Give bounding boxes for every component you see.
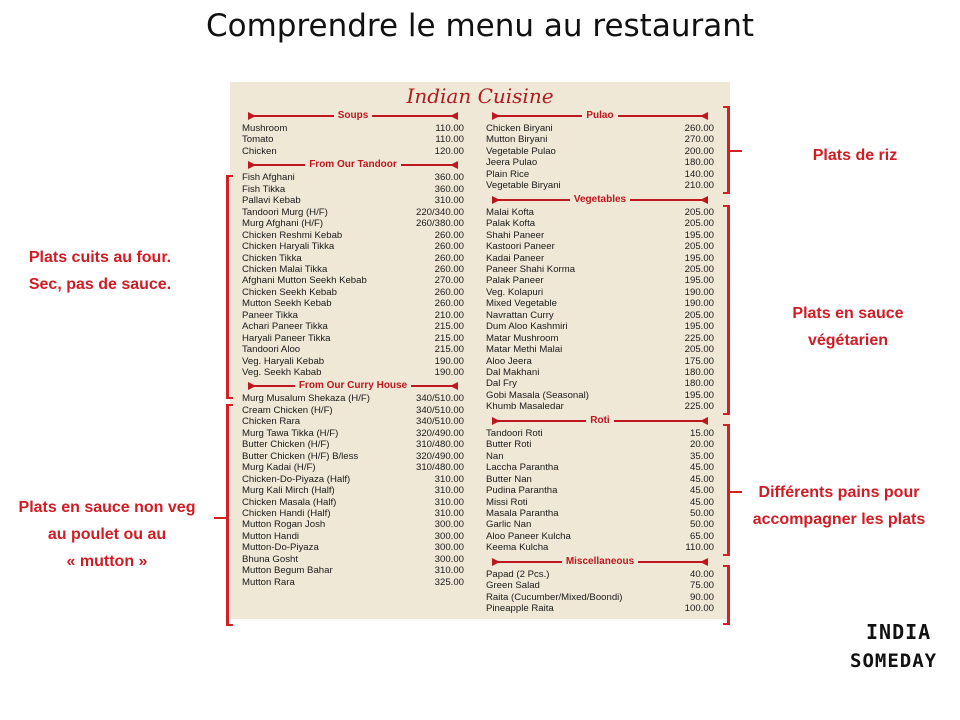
menu-item-price: 340/510.00 (415, 393, 464, 405)
menu-item-price: 205.00 (684, 309, 714, 321)
menu-item (242, 298, 464, 310)
menu-item (486, 485, 714, 497)
menu-item-price: 225.00 (684, 401, 714, 413)
menu-item-name: Chicken Tikka (242, 252, 302, 264)
menu-item-name: Kastoori Paneer (486, 241, 555, 253)
menu-item-name: Bhuna Gosht (242, 553, 299, 565)
menu-item-name: Paneer Shahi Korma (486, 263, 576, 275)
menu-item (486, 344, 714, 356)
menu-item-price: 270.00 (434, 275, 464, 287)
menu-item-price: 310.00 (434, 473, 464, 485)
menu-item-name: Aloo Jeera (486, 355, 532, 367)
menu-item-name: Haryali Paneer Tikka (242, 332, 331, 344)
menu-item-price: 325.00 (434, 576, 464, 588)
menu-item-name: Mutton-Do-Piyaza (242, 542, 319, 554)
menu-item-price: 260.00 (434, 229, 464, 241)
menu-item (486, 508, 714, 520)
menu-item-price: 100.00 (684, 603, 714, 615)
menu-item (242, 508, 464, 520)
menu-item (486, 146, 714, 158)
menu-item-price: 45.00 (689, 473, 714, 485)
menu-item (242, 218, 464, 230)
menu-item (486, 542, 714, 554)
menu-item (242, 184, 464, 196)
menu-item (242, 310, 464, 322)
menu-item-price: 260/380.00 (415, 218, 464, 230)
menu-item-name: Paneer Tikka (242, 309, 298, 321)
menu-item-price: 310/480.00 (415, 439, 464, 451)
menu-item-name: Mutton Rogan Josh (242, 519, 326, 531)
menu-item-price: 270.00 (684, 134, 714, 146)
menu-item-name: Dal Fry (486, 378, 517, 390)
menu-item-price: 205.00 (684, 206, 714, 218)
menu-item (486, 287, 714, 299)
menu-item-price: 50.00 (689, 519, 714, 531)
menu-item (242, 577, 464, 589)
menu-item-name: Chicken Biryani (486, 123, 553, 134)
menu-item-price: 190.00 (684, 298, 714, 310)
menu-item-name: Chicken Malai Tikka (242, 263, 328, 275)
menu-item-price: 260.00 (434, 298, 464, 310)
menu-item (242, 393, 464, 405)
menu-item (242, 405, 464, 417)
menu-item-price: 15.00 (689, 427, 714, 439)
menu-item (242, 356, 464, 368)
menu-item-price: 195.00 (684, 321, 714, 333)
menu-item (242, 565, 464, 577)
menu-item-name: Tandoori Aloo (242, 344, 301, 356)
menu-item (486, 241, 714, 253)
menu-item-price: 310.00 (434, 485, 464, 497)
menu-item (242, 474, 464, 486)
menu-item-price: 35.00 (689, 450, 714, 462)
menu-item (242, 439, 464, 451)
menu-item-price: 20.00 (689, 439, 714, 451)
menu-item-price: 195.00 (684, 229, 714, 241)
menu-title: Indian Cuisine (406, 84, 554, 108)
section-header-roti: Roti (486, 415, 714, 427)
menu-item-name: Malai Kofta (486, 206, 534, 218)
menu-item-price: 300.00 (434, 542, 464, 554)
menu-item-price: 110.00 (435, 123, 464, 134)
menu-item-price: 340/510.00 (415, 416, 464, 428)
menu-item-price: 210.00 (684, 180, 714, 192)
menu-item (242, 542, 464, 554)
menu-item-name: Fish Tikka (242, 183, 286, 195)
menu-item (486, 592, 714, 604)
slide-title: Comprendre le menu au restaurant (205, 8, 755, 44)
menu-item (486, 298, 714, 310)
section-header-pulao: Pulao (486, 110, 714, 122)
menu-item-price: 320/490.00 (415, 427, 464, 439)
menu-item-name: Keema Kulcha (486, 542, 549, 554)
section-header-from-our-tandoor: From Our Tandoor (242, 159, 464, 171)
menu-item-name: Veg. Kolapuri (486, 286, 544, 298)
menu-item (242, 241, 464, 253)
menu-item-name: Gobi Masala (Seasonal) (486, 389, 589, 401)
menu-item (486, 367, 714, 379)
menu-item-name: Mutton Rara (242, 576, 295, 588)
menu-item-price: 210.00 (434, 309, 464, 321)
menu-item-price: 205.00 (684, 263, 714, 275)
menu-item (242, 367, 464, 379)
tick-rice (730, 150, 742, 152)
menu-item-name: Chicken Seekh Kebab (242, 286, 337, 298)
menu-item (486, 462, 714, 474)
menu-item-name: Murg Musalum Shekaza (H/F) (242, 393, 370, 405)
menu-item-price: 300.00 (434, 530, 464, 542)
menu-item-price: 260.00 (434, 252, 464, 264)
menu-item-name: Mixed Vegetable (486, 298, 557, 310)
menu-item-name: Chicken Reshmi Kebab (242, 229, 343, 241)
menu-item-price: 310.00 (434, 507, 464, 519)
menu-item (486, 123, 714, 135)
menu-item-name: Laccha Parantha (486, 462, 559, 474)
menu-item (486, 569, 714, 581)
tick-curry (214, 517, 226, 519)
menu-item-name: Missi Roti (486, 496, 528, 508)
menu-item (486, 230, 714, 242)
menu-item-name: Murg Tawa Tikka (H/F) (242, 427, 339, 439)
menu-item (486, 169, 714, 181)
menu-item-name: Kadai Paneer (486, 252, 545, 264)
annotation-breads: Différents pains pour accompagner les plats (752, 484, 926, 528)
menu-item-name: Tandoori Roti (486, 427, 543, 439)
menu-item-price: 195.00 (684, 275, 714, 287)
menu-item (242, 485, 464, 497)
menu-item-name: Green Salad (486, 580, 540, 592)
menu-item (486, 439, 714, 451)
menu-item-name: Chicken Haryali Tikka (242, 241, 335, 253)
menu-item (486, 218, 714, 230)
menu-item (242, 531, 464, 543)
section-header-vegetables: Vegetables (486, 194, 714, 206)
menu-item-name: Dum Aloo Kashmiri (486, 321, 568, 333)
menu-item (486, 310, 714, 322)
menu-item (486, 157, 714, 169)
menu-item-name: Raita (Cucumber/Mixed/Boondi) (486, 591, 623, 603)
menu-item (486, 497, 714, 509)
annotation-veg: Plats en sauce végétarien (792, 305, 904, 349)
menu-item-price: 360.00 (434, 172, 464, 184)
menu-item (242, 253, 464, 265)
menu-item (242, 462, 464, 474)
menu-item-name: Dal Makhani (486, 367, 540, 378)
menu-item (242, 497, 464, 509)
menu-card (230, 82, 730, 619)
menu-item-name: Tandoori Murg (H/F) (242, 206, 328, 218)
menu-item-name: Butter Chicken (H/F) (242, 439, 330, 451)
india-someday-logo: INDIA SOMEDAY (850, 620, 938, 672)
menu-item (242, 195, 464, 207)
menu-item (486, 519, 714, 531)
menu-item-name: Garlic Nan (486, 519, 532, 531)
menu-item-name: Mutton Begum Bahar (242, 565, 333, 577)
menu-item (486, 134, 714, 146)
menu-item-name: Veg. Haryali Kebab (242, 355, 325, 367)
menu-item (242, 333, 464, 345)
menu-item-price: 340/510.00 (415, 404, 464, 416)
menu-item-price: 215.00 (434, 321, 464, 333)
menu-item-name: Cream Chicken (H/F) (242, 404, 333, 416)
menu-item-name: Matar Mushroom (486, 332, 559, 344)
bracket-tandoor (226, 175, 229, 399)
bracket-veg (727, 205, 730, 415)
annotation-rice: Plats de riz (812, 147, 898, 164)
menu-item-price: 180.00 (684, 367, 714, 378)
menu-item-price: 360.00 (434, 183, 464, 195)
menu-item-price: 190.00 (434, 355, 464, 367)
menu-item-price: 300.00 (434, 519, 464, 531)
menu-item-price: 190.00 (684, 286, 714, 298)
menu-item-name: Papad (2 Pcs.) (486, 568, 550, 580)
menu-item-price: 180.00 (684, 157, 714, 169)
menu-item (486, 180, 714, 192)
menu-item-name: Veg. Seekh Kabab (242, 367, 322, 378)
menu-item-price: 65.00 (689, 530, 714, 542)
menu-item-price: 110.00 (685, 542, 714, 554)
menu-item-price: 205.00 (684, 344, 714, 356)
menu-item-price: 320/490.00 (415, 450, 464, 462)
menu-item-price: 310/480.00 (415, 462, 464, 474)
menu-item (486, 603, 714, 615)
menu-item-name: Vegetable Biryani (486, 180, 561, 192)
menu-item-name: Pineapple Raita (486, 603, 554, 615)
menu-item-name: Nan (486, 450, 504, 462)
menu-item-price: 50.00 (689, 507, 714, 519)
menu-item (486, 264, 714, 276)
menu-item-price: 40.00 (689, 568, 714, 580)
menu-item-name: Navrattan Curry (486, 309, 554, 321)
menu-item-name: Butter Nan (486, 473, 532, 485)
menu-item (242, 428, 464, 440)
menu-item-name: Mutton Handi (242, 530, 300, 542)
menu-item-price: 205.00 (684, 241, 714, 253)
menu-item (242, 344, 464, 356)
section-header-miscellaneous: Miscellaneous (486, 556, 714, 568)
menu-item (486, 275, 714, 287)
menu-item-name: Tomato (242, 134, 274, 146)
menu-item (242, 134, 464, 146)
menu-item (242, 519, 464, 531)
section-header-from-our-curry-house: From Our Curry House (242, 380, 464, 392)
menu-item (486, 356, 714, 368)
menu-item-name: Pallavi Kebab (242, 195, 301, 207)
menu-item-price: 200.00 (684, 145, 714, 157)
menu-item-price: 205.00 (684, 218, 714, 230)
annotation-tandoor: Plats cuits au four. Sec, pas de sauce. (28, 249, 172, 293)
menu-item-name: Afghani Mutton Seekh Kebab (242, 275, 367, 287)
menu-item (486, 378, 714, 390)
menu-item-price: 195.00 (684, 252, 714, 264)
menu-item-price: 195.00 (684, 389, 714, 401)
menu-item-name: Shahi Paneer (486, 229, 545, 241)
menu-item-name: Chicken-Do-Piyaza (Half) (242, 473, 351, 485)
menu-item-price: 45.00 (689, 496, 714, 508)
menu-item-price: 75.00 (689, 580, 714, 592)
menu-item (242, 172, 464, 184)
menu-item-name: Butter Roti (486, 439, 532, 451)
menu-item-price: 90.00 (689, 591, 714, 603)
menu-item-price: 175.00 (684, 355, 714, 367)
menu-item (486, 428, 714, 440)
menu-item-price: 140.00 (684, 168, 714, 180)
menu-item (242, 275, 464, 287)
menu-item-price: 260.00 (434, 241, 464, 253)
menu-item-name: Chicken Handi (Half) (242, 507, 331, 519)
menu-item-name: Murg Kadai (H/F) (242, 462, 316, 474)
menu-item-price: 260.00 (434, 263, 464, 275)
annotation-curry: Plats en sauce non veg au poulet ou au « mutton » (18, 499, 196, 570)
menu-item-name: Achari Paneer Tikka (242, 321, 328, 333)
menu-item (242, 416, 464, 428)
menu-item (486, 451, 714, 463)
menu-item-name: Mutton Biryani (486, 134, 548, 146)
menu-item-price: 310.00 (434, 195, 464, 207)
menu-item-price: 260.00 (684, 123, 714, 134)
menu-item-name: Chicken Masala (Half) (242, 496, 337, 508)
menu-item-price: 45.00 (689, 485, 714, 497)
menu-item-price: 215.00 (434, 332, 464, 344)
menu-item (242, 207, 464, 219)
menu-item (486, 321, 714, 333)
menu-item-price: 310.00 (434, 565, 464, 577)
menu-item (486, 253, 714, 265)
menu-item-price: 310.00 (434, 496, 464, 508)
menu-item-name: Masala Parantha (486, 507, 559, 519)
menu-item (486, 580, 714, 592)
menu-item-name: Jeera Pulao (486, 157, 538, 169)
menu-item (486, 531, 714, 543)
menu-item-name: Fish Afghani (242, 172, 295, 184)
menu-item-price: 110.00 (435, 134, 464, 146)
menu-item (242, 554, 464, 566)
menu-item-price: 220/340.00 (415, 206, 464, 218)
menu-item-name: Murg Kali Mirch (Half) (242, 485, 335, 497)
menu-item-price: 190.00 (434, 367, 464, 378)
bracket-curry (226, 404, 229, 626)
menu-item-price: 225.00 (684, 332, 714, 344)
menu-item (486, 333, 714, 345)
menu-item-price: 120.00 (434, 145, 464, 157)
menu-item-price: 260.00 (434, 286, 464, 298)
menu-item-name: Khumb Masaledar (486, 401, 564, 413)
menu-item-name: Pudina Parantha (486, 485, 558, 497)
menu-item-name: Plain Rice (486, 168, 530, 180)
menu-item (242, 264, 464, 276)
menu-item-name: Palak Paneer (486, 275, 544, 287)
menu-item (242, 123, 464, 135)
menu-item (242, 451, 464, 463)
menu-item-name: Vegetable Pulao (486, 145, 556, 157)
menu-item (242, 230, 464, 242)
menu-item-name: Murg Afghani (H/F) (242, 218, 324, 230)
menu-item-name: Mushroom (242, 123, 288, 134)
menu-item-name: Butter Chicken (H/F) B/less (242, 450, 359, 462)
menu-item-price: 215.00 (434, 344, 464, 356)
bracket-misc (727, 565, 730, 625)
menu-item-price: 180.00 (684, 378, 714, 390)
section-header-soups: Soups (242, 110, 464, 122)
menu-item (486, 390, 714, 402)
menu-item (486, 207, 714, 219)
menu-item (486, 474, 714, 486)
menu-item-price: 300.00 (434, 553, 464, 565)
menu-item (242, 146, 464, 158)
menu-item (242, 287, 464, 299)
menu-item (486, 401, 714, 413)
menu-item-price: 45.00 (689, 462, 714, 474)
menu-item-name: Matar Methi Malai (486, 344, 563, 356)
menu-item-name: Chicken (242, 145, 277, 157)
menu-item-name: Palak Kofta (486, 218, 536, 230)
menu-item-name: Aloo Paneer Kulcha (486, 530, 571, 542)
menu-item (242, 321, 464, 333)
menu-item-name: Chicken Rara (242, 416, 301, 428)
menu-item-name: Mutton Seekh Kebab (242, 298, 332, 310)
